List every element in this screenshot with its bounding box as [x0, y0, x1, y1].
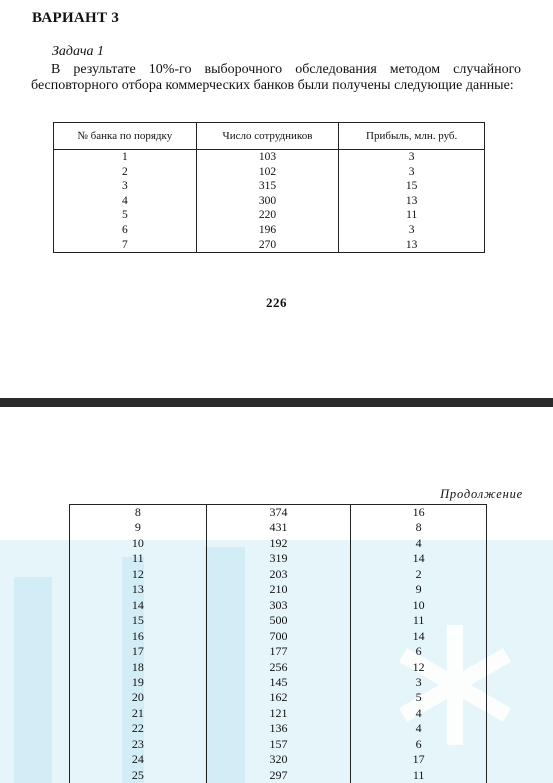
- table-row: [70, 551, 487, 566]
- table-row: [70, 613, 487, 628]
- cell-employees: 374: [206, 505, 351, 521]
- cell-profit: 3: [339, 165, 485, 180]
- continuation-label: Продолжение: [440, 487, 523, 501]
- cell-employees: 500: [206, 613, 351, 628]
- cell-bank-number: 14: [70, 598, 207, 613]
- cell-bank-number: 3: [54, 179, 197, 194]
- table-header-row: [54, 123, 485, 150]
- intro-paragraph: В результате 10%-го выборочного обследования методом случайного бесповторного отбора коммерческих банков были получены следующие данные:: [31, 62, 521, 93]
- cell-bank-number: 12: [70, 567, 207, 582]
- cell-profit: 4: [351, 721, 487, 736]
- cell-employees: 320: [206, 752, 351, 767]
- cell-employees: 315: [196, 179, 339, 194]
- cell-employees: 145: [206, 675, 351, 690]
- cell-bank-number: 2: [54, 165, 197, 180]
- table-row: [70, 675, 487, 690]
- table-row: [70, 690, 487, 705]
- cell-bank-number: 5: [54, 208, 197, 223]
- table-row: [70, 520, 487, 535]
- cell-bank-number: 7: [54, 238, 197, 253]
- cell-profit: 15: [339, 179, 485, 194]
- cell-bank-number: 8: [70, 505, 207, 521]
- cell-employees: 303: [206, 598, 351, 613]
- header-employees: Число сотрудников: [196, 123, 339, 150]
- cell-profit: 17: [351, 752, 487, 767]
- bank-data-table: [53, 122, 485, 253]
- header-bank-number: № банка по порядку: [54, 123, 197, 150]
- table-row: [70, 660, 487, 675]
- task-title: Задача 1: [52, 44, 105, 59]
- page-separator: [0, 398, 553, 407]
- cell-employees: 102: [196, 165, 339, 180]
- table-row: [54, 238, 485, 253]
- page-bottom: [0, 407, 553, 783]
- header-profit: Прибыль, млн. руб.: [339, 123, 485, 150]
- variant-title: ВАРИАНТ 3: [32, 10, 120, 26]
- cell-profit: 2: [351, 567, 487, 582]
- cell-profit: 8: [351, 520, 487, 535]
- table-row: [70, 567, 487, 582]
- watermark-stripe: [14, 577, 52, 783]
- cell-bank-number: 20: [70, 690, 207, 705]
- table-row: [70, 536, 487, 551]
- cell-profit: 5: [351, 690, 487, 705]
- table-row: [70, 706, 487, 721]
- cell-profit: 3: [339, 223, 485, 238]
- table-row: [70, 737, 487, 752]
- table-row: [70, 598, 487, 613]
- cell-employees: 220: [196, 208, 339, 223]
- cell-employees: 210: [206, 582, 351, 597]
- table-row: [54, 223, 485, 238]
- cell-bank-number: 18: [70, 660, 207, 675]
- cell-employees: 157: [206, 737, 351, 752]
- cell-bank-number: 21: [70, 706, 207, 721]
- cell-profit: 14: [351, 551, 487, 566]
- cell-bank-number: 16: [70, 629, 207, 644]
- cell-bank-number: 11: [70, 551, 207, 566]
- cell-bank-number: 22: [70, 721, 207, 736]
- cell-bank-number: 13: [70, 582, 207, 597]
- cell-employees: 203: [206, 567, 351, 582]
- table-row: [70, 582, 487, 597]
- cell-bank-number: 23: [70, 737, 207, 752]
- cell-profit: 16: [351, 505, 487, 521]
- cell-profit: 14: [351, 629, 487, 644]
- cell-profit: 3: [351, 675, 487, 690]
- cell-bank-number: 15: [70, 613, 207, 628]
- cell-employees: 192: [206, 536, 351, 551]
- cell-bank-number: 17: [70, 644, 207, 659]
- cell-bank-number: 19: [70, 675, 207, 690]
- cell-employees: 256: [206, 660, 351, 675]
- table-row: [70, 505, 487, 521]
- table-row: [54, 150, 485, 165]
- cell-employees: 297: [206, 768, 351, 783]
- cell-employees: 270: [196, 238, 339, 253]
- cell-employees: 136: [206, 721, 351, 736]
- table-row: [54, 179, 485, 194]
- cell-profit: 12: [351, 660, 487, 675]
- cell-employees: 196: [196, 223, 339, 238]
- table-row: [70, 721, 487, 736]
- page-number: 226: [266, 295, 287, 310]
- table-row: [54, 208, 485, 223]
- cell-bank-number: 24: [70, 752, 207, 767]
- table-row: [70, 768, 487, 783]
- cell-profit: 9: [351, 582, 487, 597]
- cell-employees: 177: [206, 644, 351, 659]
- cell-profit: 6: [351, 737, 487, 752]
- table-row: [54, 194, 485, 209]
- cell-bank-number: 4: [54, 194, 197, 209]
- table-body-page1: [54, 150, 485, 253]
- table-row: [70, 629, 487, 644]
- cell-profit: 11: [351, 613, 487, 628]
- cell-employees: 103: [196, 150, 339, 165]
- cell-employees: 700: [206, 629, 351, 644]
- table-row: [54, 165, 485, 180]
- cell-profit: 11: [339, 208, 485, 223]
- cell-profit: 13: [339, 194, 485, 209]
- cell-bank-number: 10: [70, 536, 207, 551]
- cell-profit: 13: [339, 238, 485, 253]
- cell-bank-number: 1: [54, 150, 197, 165]
- cell-bank-number: 25: [70, 768, 207, 783]
- cell-bank-number: 9: [70, 520, 207, 535]
- cell-profit: 10: [351, 598, 487, 613]
- cell-employees: 121: [206, 706, 351, 721]
- cell-employees: 319: [206, 551, 351, 566]
- cell-profit: 6: [351, 644, 487, 659]
- cell-profit: 3: [339, 150, 485, 165]
- cell-profit: 11: [351, 768, 487, 783]
- cell-employees: 300: [196, 194, 339, 209]
- cell-employees: 431: [206, 520, 351, 535]
- cell-profit: 4: [351, 536, 487, 551]
- table-row: [70, 752, 487, 767]
- cell-employees: 162: [206, 690, 351, 705]
- table-row: [70, 644, 487, 659]
- bank-data-table-continued: [69, 504, 487, 783]
- cell-profit: 4: [351, 706, 487, 721]
- cell-bank-number: 6: [54, 223, 197, 238]
- table-body-page2: [70, 505, 487, 783]
